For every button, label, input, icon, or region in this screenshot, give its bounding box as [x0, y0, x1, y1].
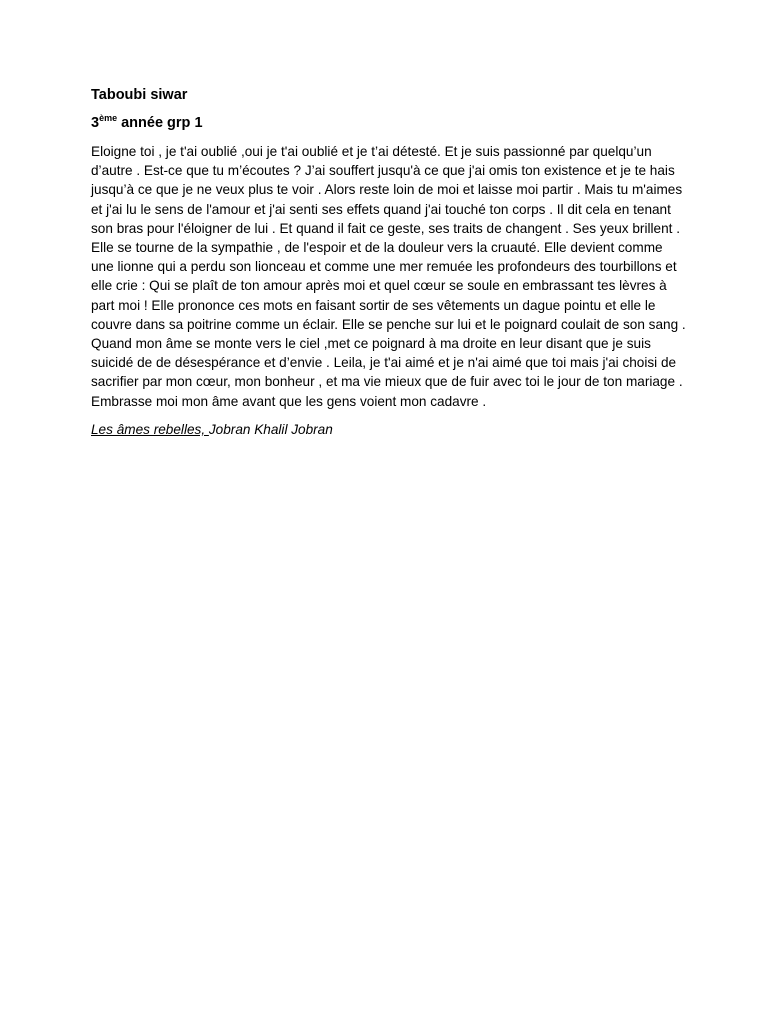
group-label: année grp 1 — [117, 115, 203, 131]
document-content — [91, 86, 686, 439]
class-group-line — [91, 114, 686, 132]
source-citation — [91, 420, 686, 439]
author-name: Taboubi siwar — [91, 87, 188, 103]
group-number: 3 — [91, 115, 100, 131]
body-paragraph: Eloigne toi , je t'ai oublié ,oui je t'ai oublié et je t’ai détesté. Et je suis passionné par quelqu’un d’autre . Est-ce que tu m’écoutes ? J’ai souffert jusqu'à ce que j'ai omis ton existence et je te hais jusqu’à ce que je ne veux plus te voir . Alors reste loin de moi et laisse moi partir . Mais tu m'aimes et j'ai lu le sens de l'amour et j'ai senti ses effets quand j'ai touché ton corps . Il dit cela en tenant son bras pour l'éloigner de lui . Et quand il fait ce geste, ses traits de changent . Ses yeux brillent . Elle se tourne de la sympathie , de l'espoir et de la douleur vers la cruauté. Elle devient comme une lionne qui a perdu son lionceau et comme une mer remuée les profondeurs des tourbillons et elle crie : Qui se plaît de ton amour après moi et quel cœur se soule en embrassant tes lèvres à part moi ! Elle prononce ces mots en faisant sortir de ses vêtements un dague pointu et elle le couvre dans sa poitrine comme un éclair. Elle se penche sur lui et le poignard coulait de son sang . Quand mon âme se monte vers le ciel ,met ce poignard à ma droite en leur disant que je suis suicidé de de désespérance et d’envie . Leila, je t'ai aimé et je n'ai aimé que toi mais j'ai choisi de sacrifier par mon cœur, mon bonheur , et ma vie mieux que de fuir avec toi le jour de ton mariage . Embrasse moi mon âme avant que les gens voient mon cadavre . — [91, 144, 686, 409]
source-book-title: Les âmes rebelles, — [91, 421, 209, 437]
source-author: Jobran Khalil Jobran — [208, 421, 333, 437]
group-superscript: ème — [99, 113, 118, 123]
